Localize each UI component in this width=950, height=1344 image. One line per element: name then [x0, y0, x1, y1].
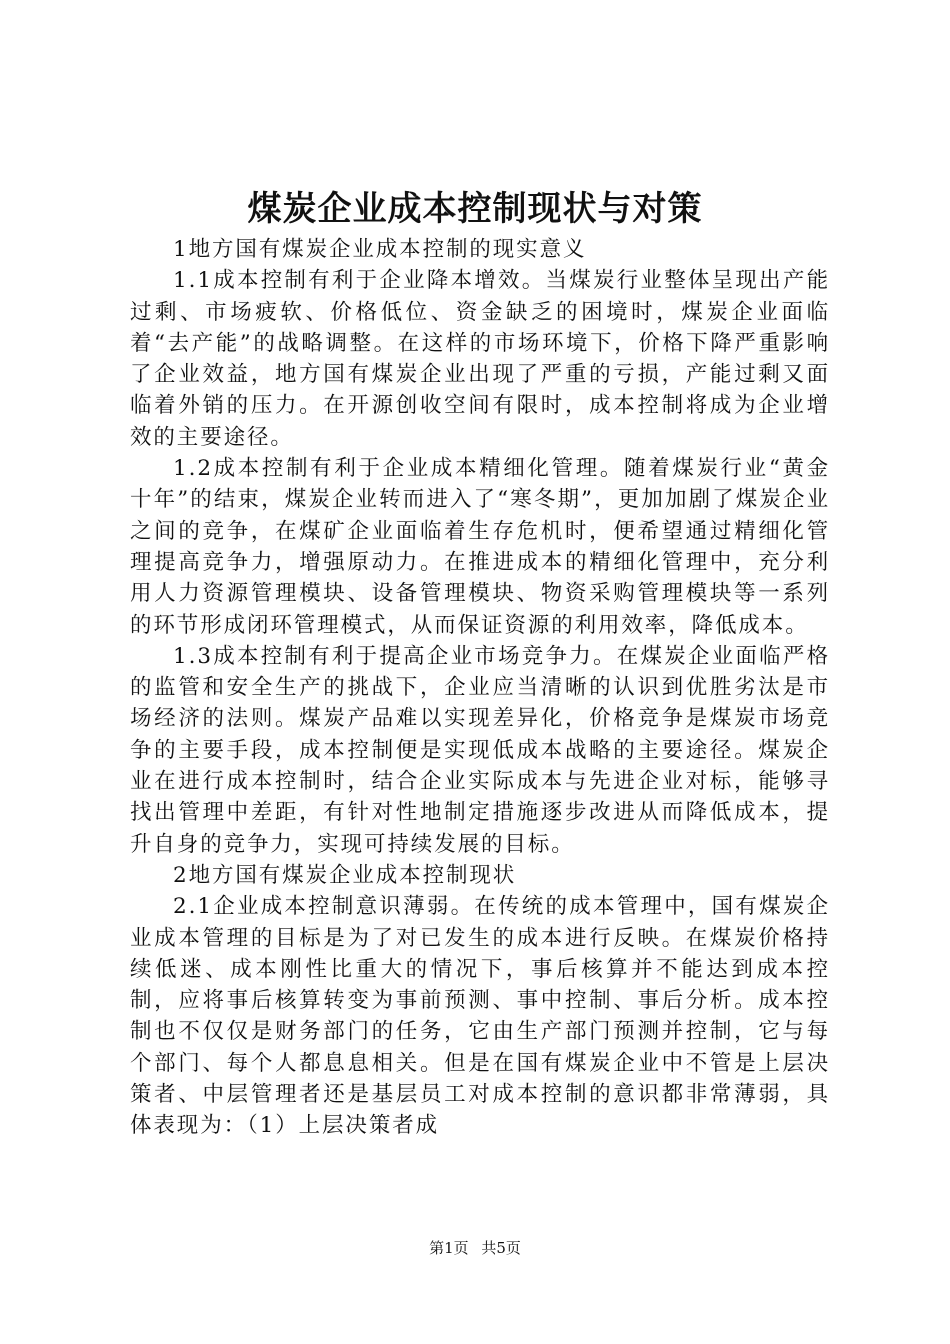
section-heading: 2地方国有煤炭企业成本控制现状 [173, 862, 517, 888]
page-footer [0, 1238, 950, 1258]
paragraph: 1.1成本控制有利于企业降本增效。当煤炭行业整体呈现出产能过剩、市场疲软、价格低位、资金缺乏的困境时，煤炭企业面临着“去产能”的战略调整。在这样的市场环境下，价格下降严重影响了企业效益，地方国有煤炭企业出现了严重的亏损，产能过剩又面临着外销的压力。在开源创收空间有限时，成本控制将成为企业增效的主要途径。 [130, 268, 830, 450]
paragraph: 1.3成本控制有利于提高企业市场竞争力。在煤炭企业面临严格的监管和安全生产的挑战下，企业应当清晰的认识到优胜劣汰是市场经济的法则。煤炭产品难以实现差异化，价格竞争是煤炭市场竞争的主要手段，成本控制便是实现低成本战略的主要途径。煤炭企业在进行成本控制时，结合企业实际成本与先进企业对标，能够寻找出管理中差距，有针对性地制定措施逐步改进从而降低成本，提升自身的竞争力，实现可持续发展的目标。 [130, 643, 830, 857]
paragraph: 2.1企业成本控制意识薄弱。在传统的成本管理中，国有煤炭企业成本管理的目标是为了对已发生的成本进行反映。在煤炭价格持续低迷、成本刚性比重大的情况下，事后核算并不能达到成本控制，应将事后核算转变为事前预测、事中控制、事后分析。成本控制也不仅仅是财务部门的任务，它由生产部门预测并控制，它与每个部门、每个人都息息相关。但是在国有煤炭企业中不管是上层决策者、中层管理者还是基层员工对成本控制的意识都非常薄弱，具体表现为：（1）上层决策者成 [130, 894, 830, 1139]
page-number-total: 共5页 [481, 1239, 521, 1257]
document-body [130, 234, 830, 1142]
section-heading: 1地方国有煤炭企业成本控制的现实意义 [173, 237, 587, 262]
document-title: 煤炭企业成本控制现状与对策 [247, 189, 703, 229]
paragraph: 1.2成本控制有利于企业成本精细化管理。随着煤炭行业“黄金十年”的结束，煤炭企业转而进入了“寒冬期”，更加加剧了煤炭企业之间的竞争，在煤矿企业面临着生存危机时，便希望通过精细化管理提高竞争力，增强原动力。在推进成本的精细化管理中，充分利用人力资源管理模块、设备管理模块、物资采购管理模块等一系列的环节形成闭环管理模式，从而保证资源的利用效率，降低成本。 [130, 456, 830, 638]
page-number-current: 第1页 [429, 1239, 469, 1257]
